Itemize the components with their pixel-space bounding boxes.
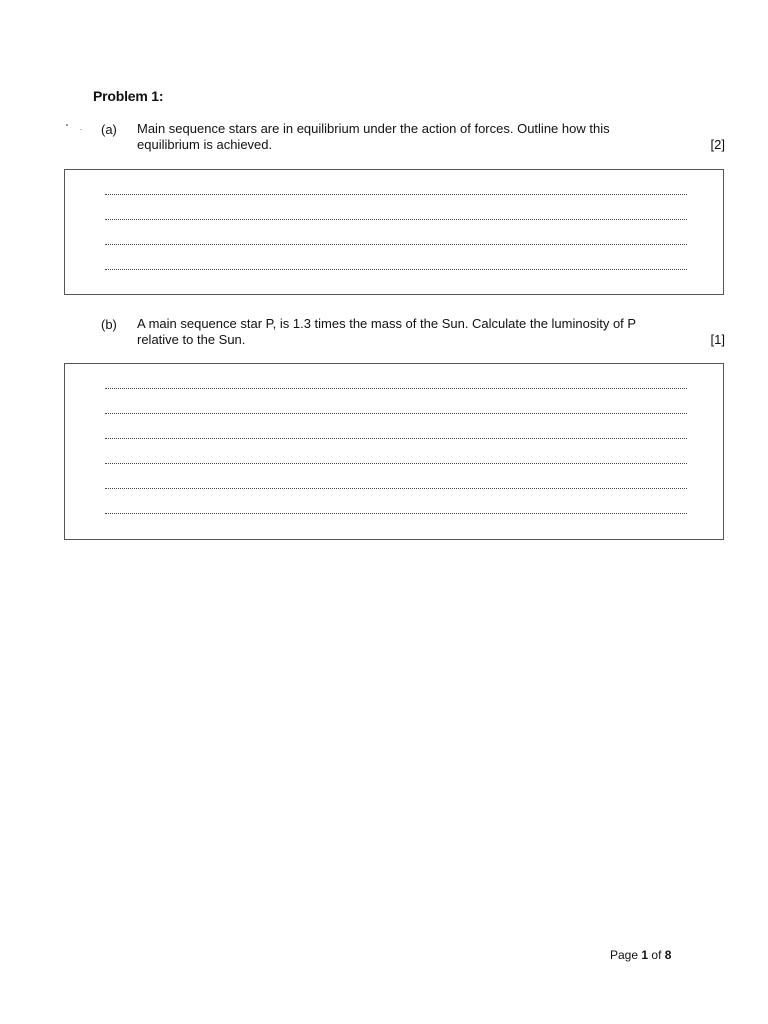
answer-line[interactable]	[105, 244, 687, 245]
page-of: of	[651, 948, 662, 962]
question-a-line-2: equilibrium is achieved.	[137, 137, 273, 152]
question-a-label: (a)	[101, 122, 117, 137]
stray-mark	[80, 129, 82, 130]
answer-line[interactable]	[105, 438, 687, 439]
answer-line[interactable]	[105, 194, 687, 195]
page-number	[610, 948, 671, 962]
answer-line[interactable]	[105, 269, 687, 270]
question-a-text	[137, 121, 697, 153]
page-word: Page	[610, 948, 639, 962]
question-a-line-1: Main sequence stars are in equilibrium under the action of forces. Outline how this	[137, 121, 610, 136]
stray-mark	[66, 124, 68, 126]
question-b-line-2: relative to the Sun.	[137, 332, 246, 347]
answer-line[interactable]	[105, 488, 687, 489]
problem-title: Problem 1:	[93, 88, 164, 104]
question-a-marks: [2]	[710, 137, 725, 152]
question-b-line-1: A main sequence star P, is 1.3 times the mass of the Sun. Calculate the luminosity of P	[137, 316, 637, 331]
answer-box-a[interactable]	[64, 169, 724, 295]
answer-box-b[interactable]	[64, 363, 724, 540]
page-current: 1	[641, 948, 649, 962]
answer-line[interactable]	[105, 513, 687, 514]
page-total: 8	[664, 948, 672, 962]
question-b-label: (b)	[101, 317, 117, 332]
answer-line[interactable]	[105, 413, 687, 414]
answer-line[interactable]	[105, 388, 687, 389]
question-b-marks: [1]	[710, 332, 725, 347]
answer-line[interactable]	[105, 463, 687, 464]
answer-line[interactable]	[105, 219, 687, 220]
question-b-text	[137, 316, 697, 348]
